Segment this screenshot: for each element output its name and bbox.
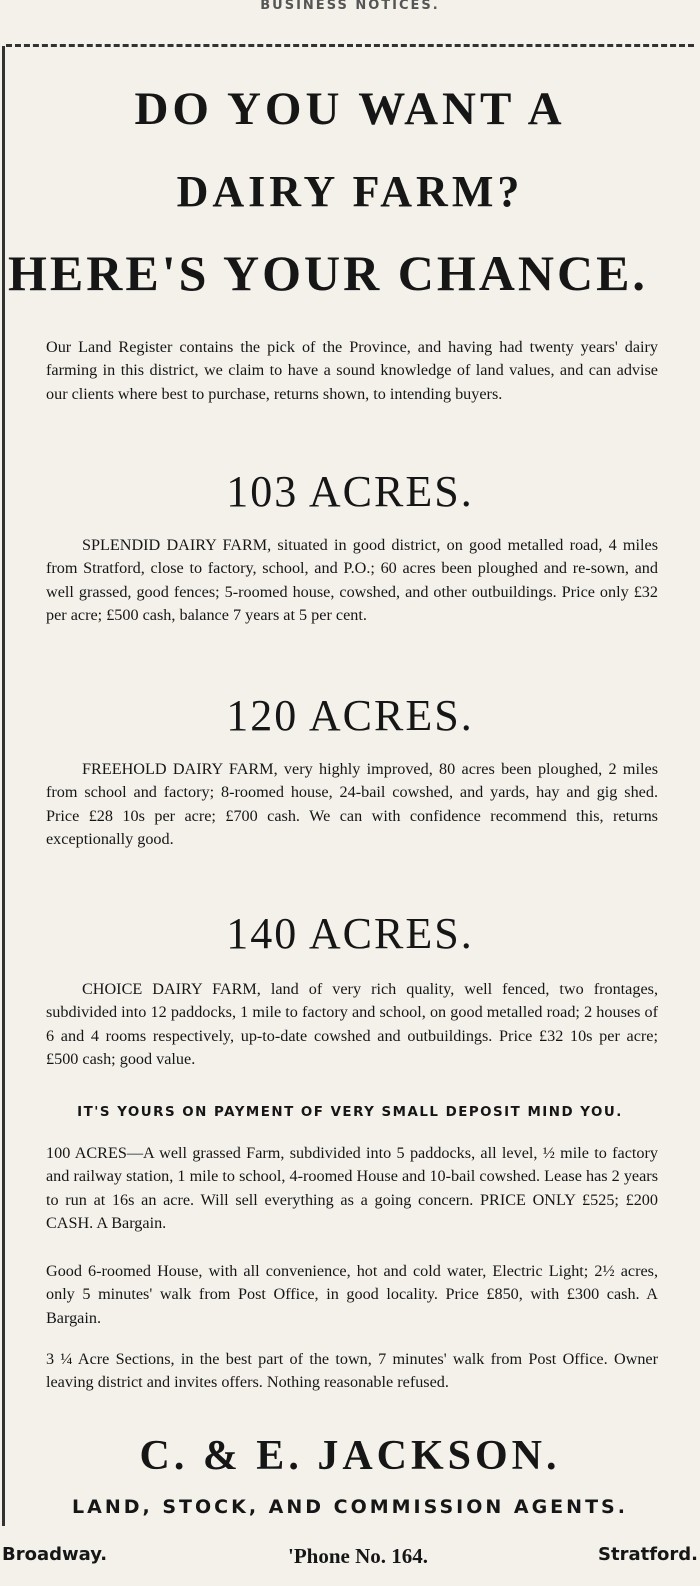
- left-border-rule: [2, 46, 5, 1526]
- offer-sections: 3 ¼ Acre Sections, in the best part of the town, 7 minutes' walk from Post Office. Owner leaving district and invites offers. Nothing reasonable refused.: [46, 1350, 658, 1392]
- footer-location-left: Broadway.: [2, 1544, 108, 1565]
- listing-text-103-acres: SPLENDID DAIRY FARM, situated in good district, on good metalled road, 4 miles from Stratford, close to factory, school, and P.O.; 60 acres been ploughed and re-sown, and well grassed, good fences; 5-roomed house, cowshed, and other outbuildings. Price only £32 per acre; £500 cash, balance 7 years at 5 per cent.: [46, 536, 658, 625]
- footer-phone: 'Phone No. 164.: [288, 1544, 429, 1568]
- deposit-banner: IT'S YOURS ON PAYMENT OF VERY SMALL DEPOSIT MIND YOU.: [77, 1105, 623, 1120]
- footer: [0, 1544, 700, 1576]
- listing-text-140-acres: CHOICE DAIRY FARM, land of very rich quality, well fenced, two frontages, subdivided into 12 paddocks, 1 mile to factory and school, on good metalled road; 2 houses of 6 and 4 rooms respectively, up-to-date cowshed and outbuildings. Price £32 10s per acre; £500 cash; good value.: [46, 980, 658, 1069]
- section-header: BUSINESS NOTICES.: [260, 0, 440, 13]
- firm-name: C. & E. JACKSON.: [139, 1433, 561, 1479]
- intro-paragraph: Our Land Register contains the pick of the Province, and having had twenty years' dairy farming in this district, we claim to have a sound knowledge of land values, and can advise our clients where best to purchase, returns shown, to intending buyers.: [46, 338, 658, 403]
- top-border-rule: [6, 44, 694, 47]
- listing-title-120-acres: 120 ACRES.: [226, 691, 474, 740]
- footer-location-right: Stratford.: [598, 1544, 698, 1565]
- headline-line-3: HERE'S YOUR CHANCE.: [8, 245, 648, 301]
- listing-title-103-acres: 103 ACRES.: [226, 467, 474, 516]
- listing-title-140-acres: 140 ACRES.: [226, 909, 474, 958]
- headline-line-2: DAIRY FARM?: [176, 167, 524, 216]
- firm-tagline: LAND, STOCK, AND COMMISSION AGENTS.: [72, 1496, 628, 1518]
- listing-text-120-acres: FREEHOLD DAIRY FARM, very highly improved, 80 acres been ploughed, 2 miles from school and factory; 8-roomed house, 24-bail cowshed, and yards, hay and gig shed. Price £28 10s per acre; £700 cash. We can with confidence recommend this, returns exceptionally good.: [46, 760, 658, 849]
- offer-house: Good 6-roomed House, with all convenience, hot and cold water, Electric Light; 2½ acres, only 5 minutes' walk from Post Office, in good locality. Price £850, with £300 cash. A Bargain.: [46, 1262, 658, 1327]
- offer-100-acres: 100 ACRES—A well grassed Farm, subdivided into 5 paddocks, all level, ½ mile to factory and railway station, 1 mile to school, 4-roomed House and 10-bail cowshed. Lease has 2 years to run at 16s an acre. Will sell everything as a going concern. PRICE ONLY £525; £200 CASH. A Bargain.: [46, 1144, 658, 1233]
- headline-line-1: DO YOU WANT A: [134, 83, 566, 135]
